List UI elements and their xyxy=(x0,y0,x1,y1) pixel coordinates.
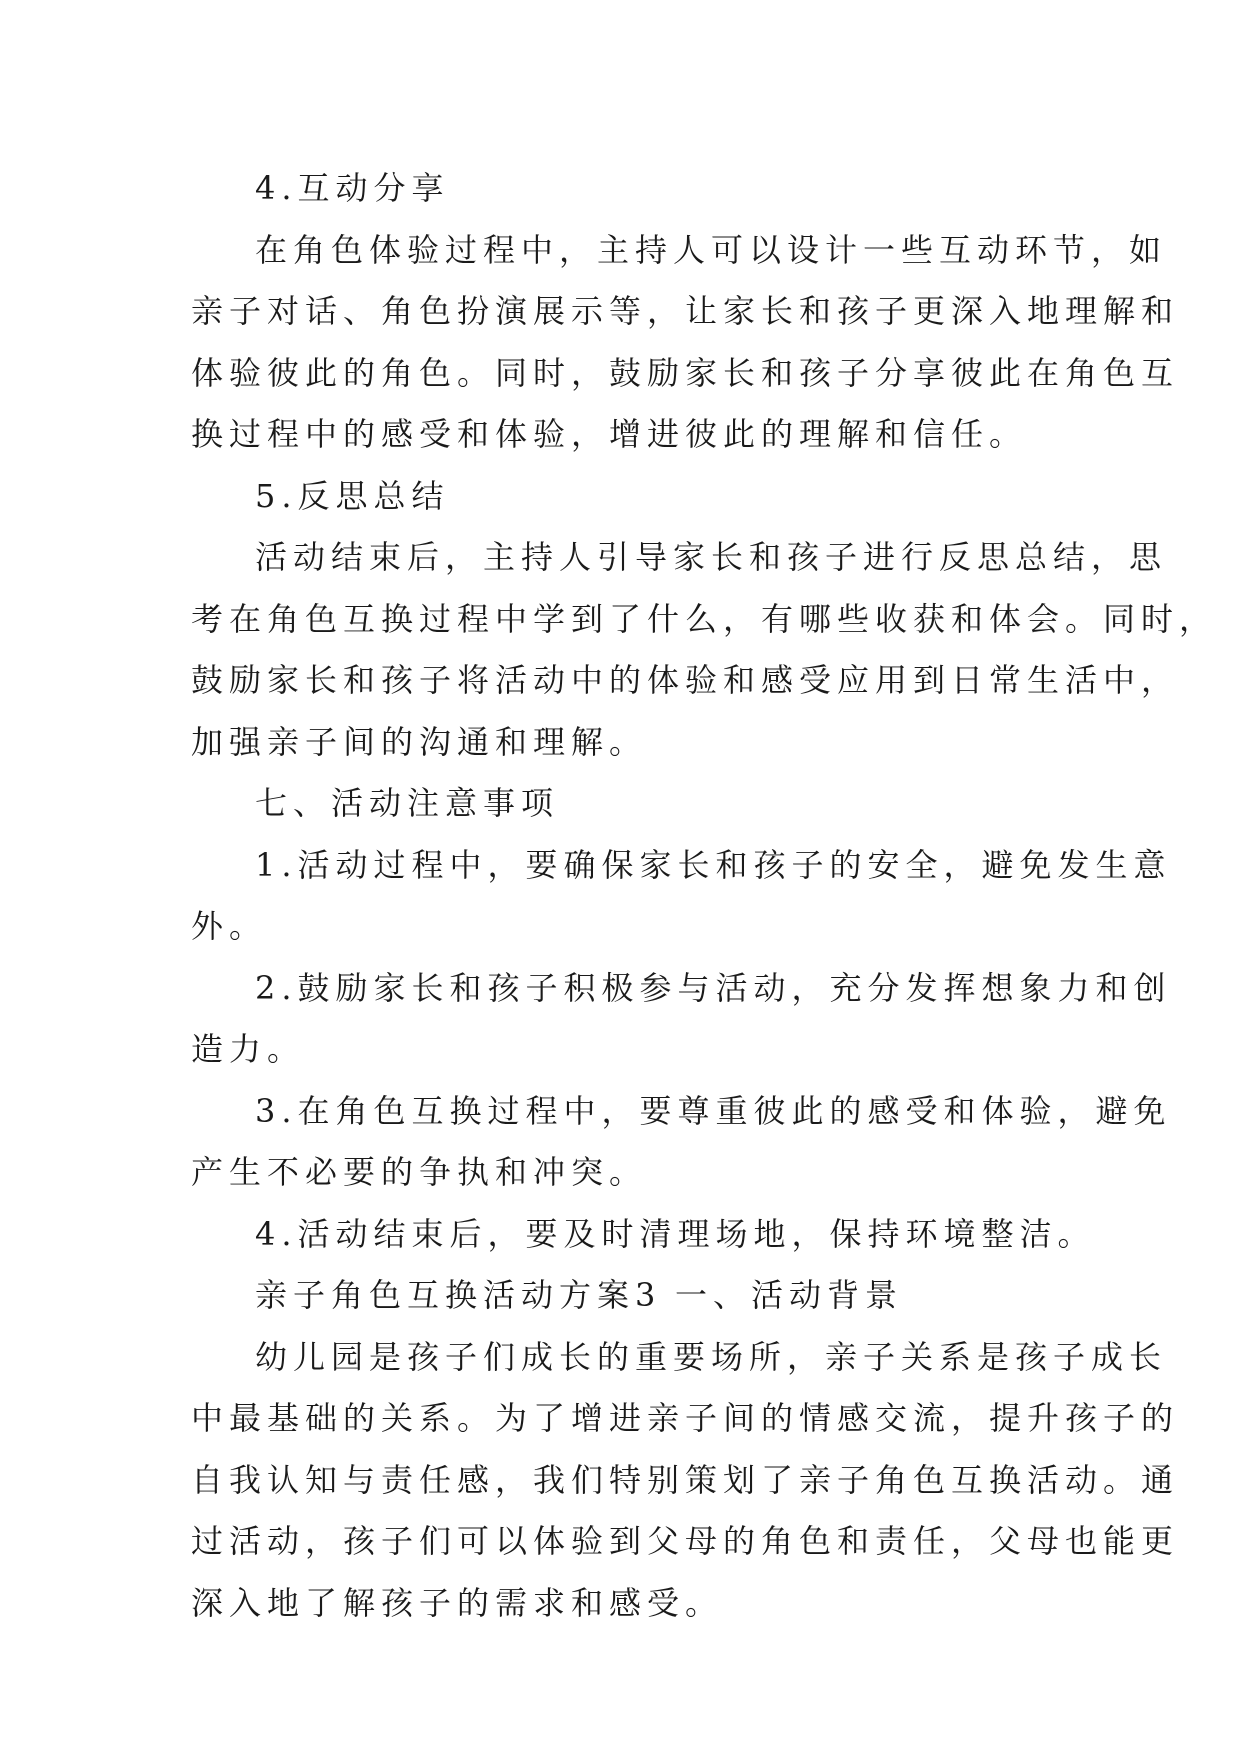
list-item-line: 造力。 xyxy=(191,1030,306,1068)
list-item-line: 2.鼓励家长和孩子积极参与活动，充分发挥想象力和创 xyxy=(255,968,1172,1007)
paragraph-line: 考在角色互换过程中学到了什么，有哪些收获和体会。同时， xyxy=(191,599,1218,638)
document-page xyxy=(191,158,1218,1634)
paragraph-line: 亲子对话、角色扮演展示等，让家长和孩子更深入地理解和 xyxy=(191,292,1180,330)
section-heading-reflection: 5.反思总结 xyxy=(255,476,450,515)
paragraph-line: 在角色体验过程中，主持人可以设计一些互动环节，如 xyxy=(255,230,1168,269)
section-heading-interactive-sharing: 4.互动分享 xyxy=(255,169,450,207)
section-heading-background: 一、活动背景 xyxy=(675,1276,904,1314)
paragraph-line: 活动结束后，主持人引导家长和孩子进行反思总结，思 xyxy=(255,538,1168,576)
list-item-line: 产生不必要的争执和冲突。 xyxy=(191,1153,648,1191)
paragraph-line: 深入地了解孩子的需求和感受。 xyxy=(191,1583,724,1622)
paragraph-line: 鼓励家长和孩子将活动中的体验和感受应用到日常生活中， xyxy=(191,661,1180,699)
paragraph-line: 体验彼此的角色。同时，鼓励家长和孩子分享彼此在角色互 xyxy=(191,353,1180,392)
list-item-line: 3.在角色互换过程中，要尊重彼此的感受和体验，避免 xyxy=(255,1091,1172,1130)
paragraph-line: 过活动，孩子们可以体验到父母的角色和责任，父母也能更 xyxy=(191,1522,1180,1560)
list-item-line: 1.活动过程中，要确保家长和孩子的安全，避免发生意 xyxy=(255,845,1172,884)
section-heading-precautions: 七、活动注意事项 xyxy=(255,784,560,822)
plan-title: 亲子角色互换活动方案3 xyxy=(255,1276,662,1314)
plan-title-line xyxy=(191,1265,1061,1327)
paragraph-line: 中最基础的关系。为了增进亲子间的情感交流，提升孩子的 xyxy=(191,1399,1180,1437)
paragraph-line: 自我认知与责任感，我们特别策划了亲子角色互换活动。通 xyxy=(191,1460,1180,1499)
paragraph-line: 幼儿园是孩子们成长的重要场所，亲子关系是孩子成长 xyxy=(255,1337,1168,1376)
list-item-line: 4.活动结束后，要及时清理场地，保持环境整洁。 xyxy=(255,1214,1096,1253)
paragraph-line: 换过程中的感受和体验，增进彼此的理解和信任。 xyxy=(191,415,1028,453)
paragraph-line: 加强亲子间的沟通和理解。 xyxy=(191,722,648,761)
list-item-line: 外。 xyxy=(191,907,268,945)
